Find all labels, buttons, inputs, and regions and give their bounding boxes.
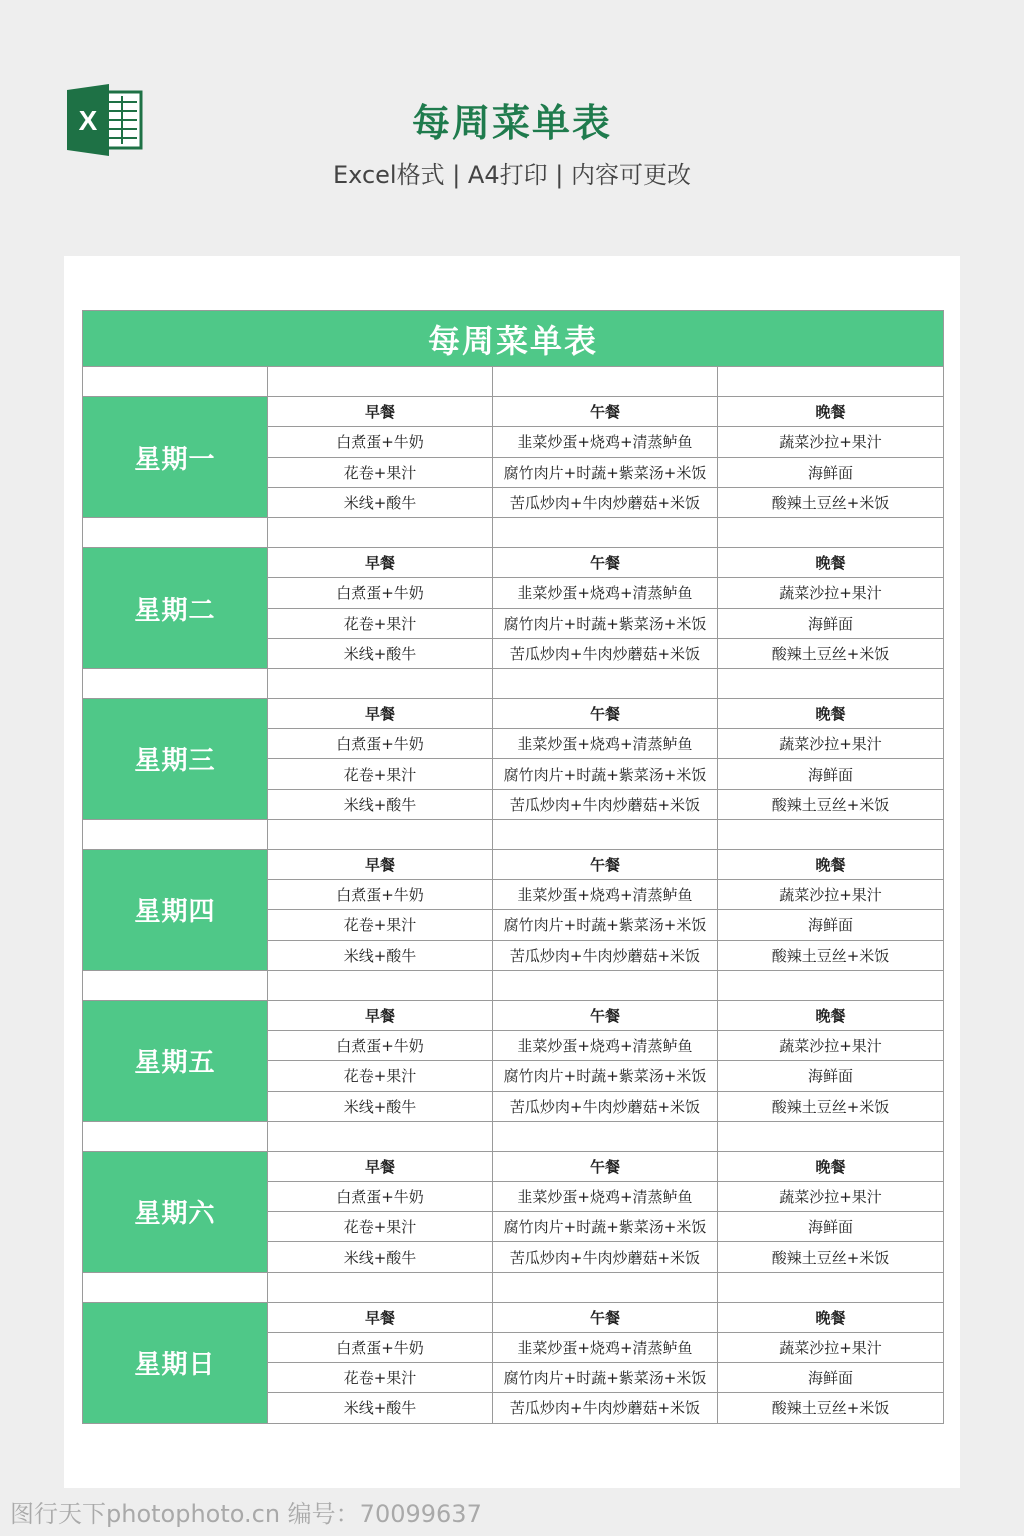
meal-header: 早餐 <box>268 1302 493 1332</box>
day-label: 星期三 <box>83 699 268 820</box>
menu-cell: 腐竹肉片+时蔬+紫菜汤+米饭 <box>493 759 718 789</box>
page-title: 每周菜单表 <box>411 101 612 145</box>
spacer-row <box>83 1272 944 1302</box>
menu-cell: 韭菜炒蛋+烧鸡+清蒸鲈鱼 <box>493 1182 718 1212</box>
empty-cell <box>268 367 493 397</box>
menu-cell: 米线+酸牛 <box>268 789 493 819</box>
menu-cell: 花卷+果汁 <box>268 608 493 638</box>
empty-cell <box>493 517 718 547</box>
menu-cell: 韭菜炒蛋+烧鸡+清蒸鲈鱼 <box>493 578 718 608</box>
meal-header: 午餐 <box>493 397 718 427</box>
menu-cell: 蔬菜沙拉+果汁 <box>718 880 944 910</box>
meal-header: 早餐 <box>268 548 493 578</box>
menu-cell: 酸辣土豆丝+米饭 <box>718 638 944 668</box>
day-label: 星期一 <box>83 397 268 518</box>
empty-cell <box>268 819 493 849</box>
menu-cell: 白煮蛋+牛奶 <box>268 427 493 457</box>
menu-cell: 花卷+果汁 <box>268 910 493 940</box>
empty-cell <box>268 970 493 1000</box>
menu-cell: 苦瓜炒肉+牛肉炒蘑菇+米饭 <box>493 789 718 819</box>
empty-cell <box>718 819 944 849</box>
menu-cell: 腐竹肉片+时蔬+紫菜汤+米饭 <box>493 1061 718 1091</box>
meal-header-row <box>83 1000 944 1030</box>
menu-cell: 花卷+果汁 <box>268 1363 493 1393</box>
empty-cell <box>493 1272 718 1302</box>
meal-header: 午餐 <box>493 1000 718 1030</box>
meal-header: 晚餐 <box>718 850 944 880</box>
menu-cell: 韭菜炒蛋+烧鸡+清蒸鲈鱼 <box>493 427 718 457</box>
meal-header: 午餐 <box>493 1151 718 1181</box>
menu-cell: 海鲜面 <box>718 1212 944 1242</box>
menu-cell: 韭菜炒蛋+烧鸡+清蒸鲈鱼 <box>493 880 718 910</box>
meal-header: 早餐 <box>268 397 493 427</box>
spacer-row <box>83 970 944 1000</box>
meal-header: 午餐 <box>493 1302 718 1332</box>
menu-cell: 米线+酸牛 <box>268 638 493 668</box>
menu-cell: 米线+酸牛 <box>268 1091 493 1121</box>
menu-cell: 苦瓜炒肉+牛肉炒蘑菇+米饭 <box>493 487 718 517</box>
menu-cell: 蔬菜沙拉+果汁 <box>718 578 944 608</box>
menu-cell: 白煮蛋+牛奶 <box>268 729 493 759</box>
menu-cell: 酸辣土豆丝+米饭 <box>718 940 944 970</box>
menu-cell: 白煮蛋+牛奶 <box>268 1031 493 1061</box>
menu-cell: 海鲜面 <box>718 1363 944 1393</box>
empty-cell <box>83 970 268 1000</box>
table-title: 每周菜单表 <box>83 311 944 367</box>
menu-cell: 腐竹肉片+时蔬+紫菜汤+米饭 <box>493 608 718 638</box>
empty-cell <box>718 367 944 397</box>
day-label: 星期四 <box>83 850 268 971</box>
spacer-row <box>83 819 944 849</box>
menu-cell: 白煮蛋+牛奶 <box>268 880 493 910</box>
menu-cell: 花卷+果汁 <box>268 1212 493 1242</box>
menu-cell: 蔬菜沙拉+果汁 <box>718 729 944 759</box>
day-label: 星期五 <box>83 1000 268 1121</box>
table-title-row <box>83 311 944 367</box>
meal-header-row <box>83 548 944 578</box>
meal-header-row <box>83 699 944 729</box>
menu-cell: 米线+酸牛 <box>268 1242 493 1272</box>
menu-cell: 苦瓜炒肉+牛肉炒蘑菇+米饭 <box>493 1393 718 1423</box>
menu-cell: 花卷+果汁 <box>268 1061 493 1091</box>
empty-cell <box>493 1121 718 1151</box>
meal-header: 晚餐 <box>718 1151 944 1181</box>
menu-cell: 腐竹肉片+时蔬+紫菜汤+米饭 <box>493 1363 718 1393</box>
menu-cell: 蔬菜沙拉+果汁 <box>718 1031 944 1061</box>
weekly-menu-table <box>82 310 944 1424</box>
empty-cell <box>83 819 268 849</box>
meal-header: 晚餐 <box>718 1302 944 1332</box>
page-header <box>0 0 1024 256</box>
empty-cell <box>268 1272 493 1302</box>
empty-cell <box>83 1121 268 1151</box>
empty-cell <box>718 668 944 698</box>
meal-header-row <box>83 1151 944 1181</box>
menu-cell: 花卷+果汁 <box>268 457 493 487</box>
menu-cell: 腐竹肉片+时蔬+紫菜汤+米饭 <box>493 910 718 940</box>
empty-cell <box>83 668 268 698</box>
meal-header: 早餐 <box>268 1000 493 1030</box>
meal-header: 午餐 <box>493 699 718 729</box>
meal-header-row <box>83 1302 944 1332</box>
menu-cell: 苦瓜炒肉+牛肉炒蘑菇+米饭 <box>493 1091 718 1121</box>
empty-cell <box>268 668 493 698</box>
menu-cell: 米线+酸牛 <box>268 1393 493 1423</box>
spacer-row <box>83 1121 944 1151</box>
empty-cell <box>493 819 718 849</box>
empty-cell <box>268 1121 493 1151</box>
spacer-row <box>83 367 944 397</box>
menu-cell: 蔬菜沙拉+果汁 <box>718 1333 944 1363</box>
menu-cell: 苦瓜炒肉+牛肉炒蘑菇+米饭 <box>493 638 718 668</box>
menu-cell: 白煮蛋+牛奶 <box>268 1333 493 1363</box>
menu-cell: 米线+酸牛 <box>268 940 493 970</box>
menu-cell: 酸辣土豆丝+米饭 <box>718 1393 944 1423</box>
menu-cell: 米线+酸牛 <box>268 487 493 517</box>
empty-cell <box>83 517 268 547</box>
menu-cell: 海鲜面 <box>718 910 944 940</box>
empty-cell <box>493 970 718 1000</box>
menu-cell: 酸辣土豆丝+米饭 <box>718 789 944 819</box>
menu-cell: 花卷+果汁 <box>268 759 493 789</box>
empty-cell <box>718 517 944 547</box>
empty-cell <box>718 1272 944 1302</box>
menu-cell: 韭菜炒蛋+烧鸡+清蒸鲈鱼 <box>493 729 718 759</box>
empty-cell <box>493 367 718 397</box>
watermark-text: 图行天下photophoto.cn 编号：70099637 <box>10 1500 482 1528</box>
spacer-row <box>83 517 944 547</box>
day-label: 星期六 <box>83 1151 268 1272</box>
menu-cell: 腐竹肉片+时蔬+紫菜汤+米饭 <box>493 1212 718 1242</box>
empty-cell <box>83 1272 268 1302</box>
meal-header: 午餐 <box>493 548 718 578</box>
menu-cell: 腐竹肉片+时蔬+紫菜汤+米饭 <box>493 457 718 487</box>
empty-cell <box>268 517 493 547</box>
day-label: 星期二 <box>83 548 268 669</box>
menu-cell: 蔬菜沙拉+果汁 <box>718 1182 944 1212</box>
empty-cell <box>718 970 944 1000</box>
menu-cell: 海鲜面 <box>718 457 944 487</box>
menu-cell: 酸辣土豆丝+米饭 <box>718 1242 944 1272</box>
spacer-row <box>83 668 944 698</box>
menu-cell: 酸辣土豆丝+米饭 <box>718 487 944 517</box>
meal-header: 午餐 <box>493 850 718 880</box>
meal-header: 晚餐 <box>718 1000 944 1030</box>
empty-cell <box>718 1121 944 1151</box>
meal-header: 晚餐 <box>718 548 944 578</box>
empty-cell <box>493 668 718 698</box>
meal-header: 晚餐 <box>718 699 944 729</box>
meal-header: 晚餐 <box>718 397 944 427</box>
menu-cell: 苦瓜炒肉+牛肉炒蘑菇+米饭 <box>493 940 718 970</box>
menu-cell: 海鲜面 <box>718 1061 944 1091</box>
meal-header: 早餐 <box>268 699 493 729</box>
menu-cell: 苦瓜炒肉+牛肉炒蘑菇+米饭 <box>493 1242 718 1272</box>
menu-cell: 蔬菜沙拉+果汁 <box>718 427 944 457</box>
menu-cell: 白煮蛋+牛奶 <box>268 578 493 608</box>
day-label: 星期日 <box>83 1302 268 1423</box>
svg-text:X: X <box>78 105 98 136</box>
meal-header-row <box>83 397 944 427</box>
meal-header: 早餐 <box>268 850 493 880</box>
menu-cell: 白煮蛋+牛奶 <box>268 1182 493 1212</box>
menu-cell: 韭菜炒蛋+烧鸡+清蒸鲈鱼 <box>493 1031 718 1061</box>
menu-cell: 酸辣土豆丝+米饭 <box>718 1091 944 1121</box>
meal-header: 早餐 <box>268 1151 493 1181</box>
menu-cell: 海鲜面 <box>718 759 944 789</box>
empty-cell <box>83 367 268 397</box>
meal-header-row <box>83 850 944 880</box>
page-subtitle: Excel格式 | A4打印 | 内容可更改 <box>333 161 691 189</box>
menu-cell: 海鲜面 <box>718 608 944 638</box>
menu-cell: 韭菜炒蛋+烧鸡+清蒸鲈鱼 <box>493 1333 718 1363</box>
